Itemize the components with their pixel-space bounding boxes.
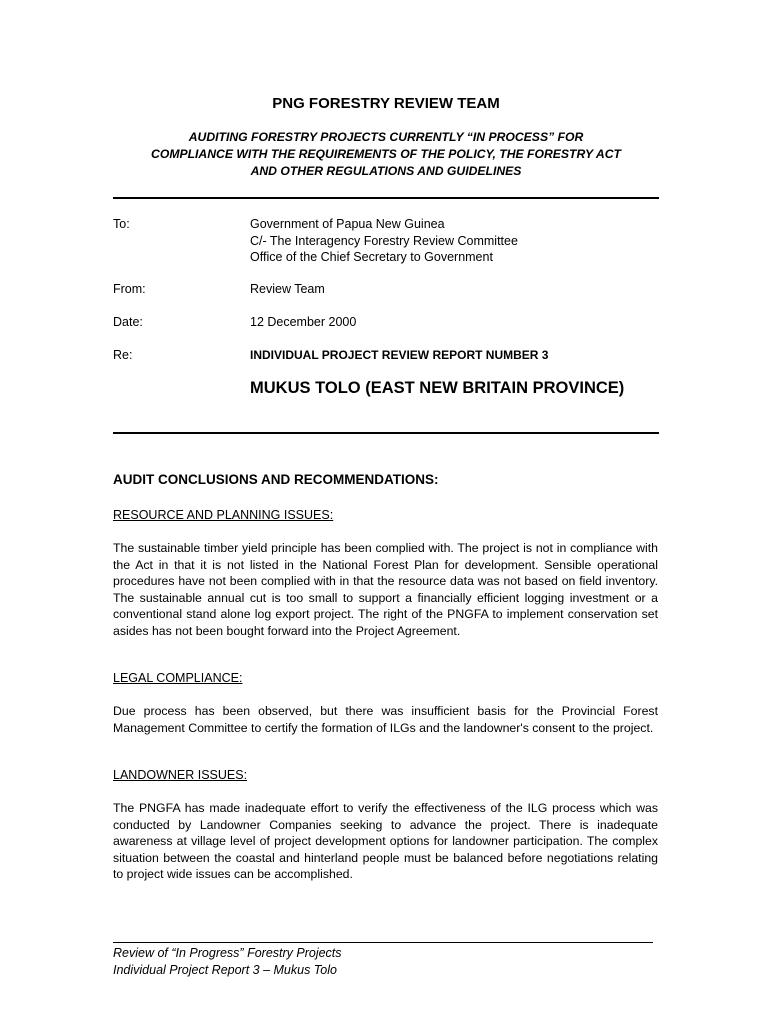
memo-divider: [113, 432, 659, 434]
re-label: Re:: [113, 348, 133, 362]
to-label: To:: [113, 217, 130, 231]
from-value: Review Team: [250, 282, 325, 296]
landowner-paragraph: The PNGFA has made inadequate effort to verify the effectiveness of the ILG process which was conducted by Landowner Companies seeking to advance the project. There is inadequate awareness at village level of project development options for landowner participation. The complex situation between the coastal and hinterland people must be balanced before negotiations relating to project wide issues can be accomplished.: [113, 801, 658, 881]
header-divider: [113, 197, 659, 199]
document-subtitle: [113, 129, 659, 180]
re-value: INDIVIDUAL PROJECT REVIEW REPORT NUMBER 3: [250, 348, 549, 362]
subtitle-line: AND OTHER REGULATIONS AND GUIDELINES: [250, 164, 522, 178]
legal-paragraph: Due process has been observed, but there was insufficient basis for the Provincial Forest Management Committee to certify the formation of ILGs and the landowner's consent to the project.: [113, 704, 658, 735]
subtitle-line: AUDITING FORESTRY PROJECTS CURRENTLY “IN PROCESS” FOR: [188, 130, 584, 144]
to-value: [250, 216, 659, 266]
landowner-heading: LANDOWNER ISSUES:: [113, 768, 248, 782]
date-label: Date:: [113, 315, 143, 329]
footer-divider: [113, 942, 653, 943]
footer-line: Review of “In Progress” Forestry Projects: [113, 946, 342, 960]
to-line: C/- The Interagency Forestry Review Committee: [250, 233, 518, 248]
legal-heading: LEGAL COMPLIANCE:: [113, 671, 243, 685]
from-label: From:: [113, 282, 146, 296]
footer-line: Individual Project Report 3 – Mukus Tolo: [113, 963, 337, 977]
document-title: PNG FORESTRY REVIEW TEAM: [272, 95, 500, 112]
section-heading: AUDIT CONCLUSIONS AND RECOMMENDATIONS:: [113, 472, 439, 487]
project-title: MUKUS TOLO (EAST NEW BRITAIN PROVINCE): [250, 379, 625, 397]
date-value: 12 December 2000: [250, 315, 357, 329]
to-line: Government of Papua New Guinea: [250, 217, 445, 231]
to-line: Office of the Chief Secretary to Government: [250, 250, 493, 264]
resource-paragraph: The sustainable timber yield principle has been complied with. The project is not in compliance with the Act in that it is not listed in the National Forest Plan for development. Sensible operational procedures have not been complied with in that the resource data was not based on field inventory. The sustainable annual cut is too small to support a financially efficient logging investment or a conventional stand alone log export project. The right of the PNGFA to implement conservation set asides has not been bought forward into the Project Agreement.: [113, 541, 658, 638]
subtitle-line: COMPLIANCE WITH THE REQUIREMENTS OF THE POLICY, THE FORESTRY ACT: [151, 147, 621, 161]
resource-heading: RESOURCE AND PLANNING ISSUES:: [113, 508, 334, 522]
page-footer: [113, 945, 342, 979]
